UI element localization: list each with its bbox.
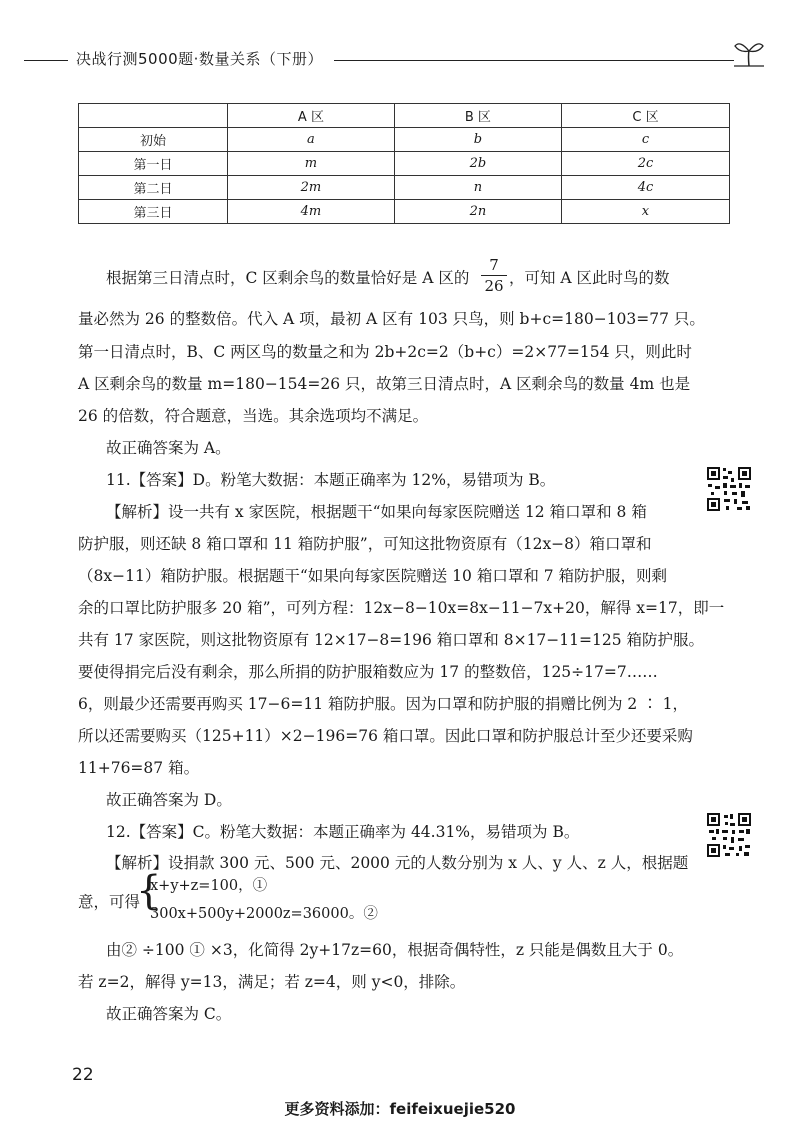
page-number: 22 <box>72 1065 94 1085</box>
q11-text-line: 6，则最少还需要再购买 17−6=11 箱防护服。因为口罩和防护服的捐赠比例为 2 ∶ 1， <box>78 695 689 713</box>
table-cell: n <box>394 176 561 200</box>
table-cell: m <box>228 152 395 176</box>
table-cell: 2c <box>561 152 729 176</box>
fraction-numerator: 7 <box>489 256 499 274</box>
running-header <box>24 48 764 72</box>
q10-text-line: A 区剩余鸟的数量 m=180−154=26 只，故第三日清点时，A 区剩余鸟的数量 4m 也是 <box>78 375 691 393</box>
table-cell: 第二日 <box>79 176 228 200</box>
q11-text-line: 【解析】设一共有 x 家医院，根据题干“如果向每家医院赠送 12 箱口罩和 8 箱 <box>106 503 647 521</box>
q11-text-line: （8x−11）箱防护服。根据题干“如果向每家医院赠送 10 箱口罩和 7 箱防护服，则剩 <box>78 567 668 585</box>
q11-text-line: 余的口罩比防护服多 20 箱”，可列方程：12x−8−10x=8x−11−7x+20，解得 x=17，即一 <box>78 599 725 617</box>
fraction-bar <box>481 275 507 276</box>
q11-text-line: 所以还需要购买（125+11）×2−196=76 箱口罩。因此口罩和防护服总计至少还要采购 <box>78 727 693 745</box>
fraction-denominator: 26 <box>484 277 504 295</box>
q12-text-line: 由② ÷100 ① ×3，化简得 2y+17z=60，根据奇偶特性，z 只能是偶数且大于 0。 <box>106 941 684 959</box>
table-cell: 2n <box>394 200 561 224</box>
q12-text-line: 意，可得 <box>78 893 141 911</box>
qr-code-icon <box>706 466 752 512</box>
q12-text-line: 若 z=2，解得 y=13，满足；若 z=4，则 y<0，排除。 <box>78 973 466 991</box>
q11-conclusion: 故正确答案为 D。 <box>106 791 232 809</box>
table-row <box>79 200 730 224</box>
bird-count-table <box>78 103 730 224</box>
q10-text-line: 量必然为 26 的整数倍。代入 A 项，最初 A 区有 103 只鸟，则 b+c=180−103=77 只。 <box>78 310 705 328</box>
q12-text-line: 【解析】设捐款 300 元、500 元、2000 元的人数分别为 x 人、y 人、z 人，根据题 <box>106 854 689 872</box>
table-header-cell <box>79 104 228 128</box>
table-cell: 2b <box>394 152 561 176</box>
q12-conclusion: 故正确答案为 C。 <box>106 1005 232 1023</box>
equation-1: x+y+z=100，① <box>150 878 268 894</box>
table-cell: b <box>394 128 561 152</box>
book-title: 决战行测5000题·数量关系（下册） <box>76 50 323 68</box>
table-header-row <box>79 104 730 128</box>
table-cell: x <box>561 200 729 224</box>
q10-text-line: 根据第三日清点时，C 区剩余鸟的数量恰好是 A 区的 <box>106 269 470 287</box>
table-cell: 4m <box>228 200 395 224</box>
table-row <box>79 176 730 200</box>
equation-2: 300x+500y+2000z=36000。② <box>150 906 378 922</box>
q11-answer: 11.【答案】D。粉笔大数据：本题正确率为 12%，易错项为 B。 <box>106 471 556 489</box>
table-cell: a <box>228 128 395 152</box>
table-cell: 2m <box>228 176 395 200</box>
table-header-cell: A 区 <box>228 104 395 128</box>
q10-conclusion: 故正确答案为 A。 <box>106 439 231 457</box>
header-rule-right <box>334 60 734 61</box>
table-row <box>79 128 730 152</box>
sprout-icon <box>732 38 766 68</box>
q11-text-line: 共有 17 家医院，则这批物资原有 12×17−8=196 箱口罩和 8×17−11=125 箱防护服。 <box>78 631 704 649</box>
q11-text-line: 防护服，则还缺 8 箱口罩和 11 箱防护服”，可知这批物资原有（12x−8）箱口罩和 <box>78 535 652 553</box>
qr-code-icon <box>706 812 752 858</box>
table-cell: 第三日 <box>79 200 228 224</box>
q10-text-line: 26 的倍数，符合题意，当选。其余选项均不满足。 <box>78 407 429 425</box>
header-rule-left <box>24 60 68 61</box>
q10-text-line: 第一日清点时，B、C 两区鸟的数量之和为 2b+2c=2（b+c）=2×77=154 只，则此时 <box>78 343 692 361</box>
table-row <box>79 152 730 176</box>
q12-answer: 12.【答案】C。粉笔大数据：本题正确率为 44.31%，易错项为 B。 <box>106 823 580 841</box>
table-cell: 第一日 <box>79 152 228 176</box>
table-cell: c <box>561 128 729 152</box>
q11-text-line: 11+76=87 箱。 <box>78 759 200 777</box>
equation-brace: { <box>136 868 162 914</box>
table-header-cell: B 区 <box>394 104 561 128</box>
table-header-cell: C 区 <box>561 104 729 128</box>
table-cell: 4c <box>561 176 729 200</box>
q10-text-line: ，可知 A 区此时鸟的数 <box>509 269 670 287</box>
table-cell: 初始 <box>79 128 228 152</box>
fraction-7-26 <box>481 256 507 295</box>
q11-text-line: 要使得捐完后没有剩余，那么所捐的防护服箱数应为 17 的整数倍，125÷17=7…… <box>78 663 658 681</box>
footer-note: 更多资料添加：feifeixuejie520 <box>284 1100 516 1118</box>
